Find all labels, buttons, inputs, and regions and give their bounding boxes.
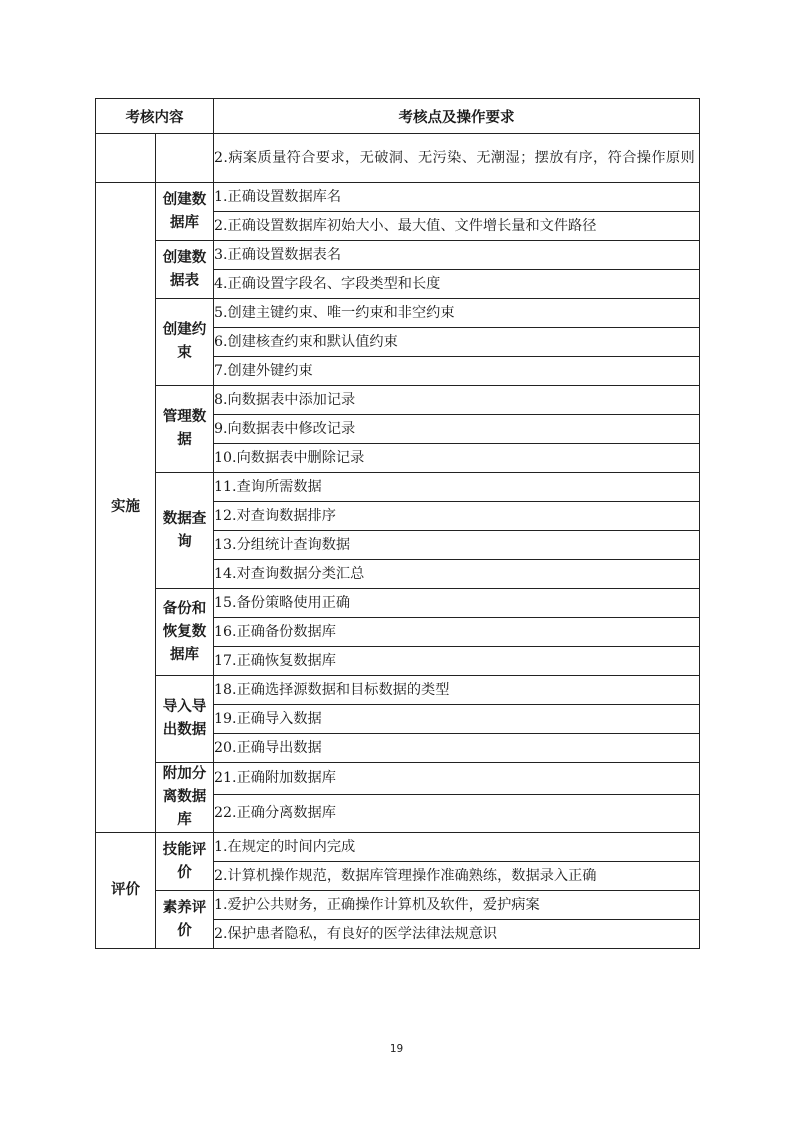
item-text: 1.爱护公共财务，正确操作计算机及软件，爱护病案	[214, 891, 700, 920]
header-content: 考核内容	[96, 99, 214, 134]
section-label-evaluation: 评价	[96, 833, 156, 949]
item-text: 17.正确恢复数据库	[214, 647, 700, 676]
group-label: 附加分离数据库	[156, 763, 214, 833]
group-label: 导入导出数据	[156, 676, 214, 763]
group-label: 素养评价	[156, 891, 214, 949]
group-label: 创建数据库	[156, 183, 214, 241]
group-label: 管理数据	[156, 386, 214, 473]
table-row	[96, 299, 700, 328]
table-row	[96, 183, 700, 212]
group-label: 创建数据表	[156, 241, 214, 299]
item-text: 1.正确设置数据库名	[214, 183, 700, 212]
table-row	[96, 473, 700, 502]
item-text: 8.向数据表中添加记录	[214, 386, 700, 415]
item-text: 19.正确导入数据	[214, 705, 700, 734]
table-header-row	[96, 99, 700, 134]
item-text: 6.创建核查约束和默认值约束	[214, 328, 700, 357]
item-text: 1.在规定的时间内完成	[214, 833, 700, 862]
item-text: 11.查询所需数据	[214, 473, 700, 502]
table-row	[96, 386, 700, 415]
item-text: 22.正确分离数据库	[214, 795, 700, 833]
item-text: 9.向数据表中修改记录	[214, 415, 700, 444]
continuation-row	[96, 134, 700, 183]
page-number: 19	[389, 1043, 404, 1055]
item-text: 4.正确设置字段名、字段类型和长度	[214, 270, 700, 299]
item-text: 18.正确选择源数据和目标数据的类型	[214, 676, 700, 705]
assessment-table	[95, 98, 700, 949]
item-text: 15.备份策略使用正确	[214, 589, 700, 618]
item-text: 13.分组统计查询数据	[214, 531, 700, 560]
table-row	[96, 763, 700, 795]
item-text: 2.保护患者隐私，有良好的医学法律法规意识	[214, 920, 700, 949]
table-row	[96, 676, 700, 705]
header-points: 考核点及操作要求	[214, 99, 700, 134]
item-text: 16.正确备份数据库	[214, 618, 700, 647]
group-label: 创建约束	[156, 299, 214, 386]
item-text: 5.创建主键约束、唯一约束和非空约束	[214, 299, 700, 328]
section-label-implementation: 实施	[96, 183, 156, 833]
table-row	[96, 241, 700, 270]
item-text: 3.正确设置数据表名	[214, 241, 700, 270]
item-text: 10.向数据表中删除记录	[214, 444, 700, 473]
item-text: 2.计算机操作规范，数据库管理操作准确熟练，数据录入正确	[214, 862, 700, 891]
item-text: 20.正确导出数据	[214, 734, 700, 763]
item-text: 21.正确附加数据库	[214, 763, 700, 795]
item-text: 14.对查询数据分类汇总	[214, 560, 700, 589]
table-row	[96, 891, 700, 920]
group-label: 技能评价	[156, 833, 214, 891]
item-text: 12.对查询数据排序	[214, 502, 700, 531]
table-row	[96, 833, 700, 862]
continuation-text: 2.病案质量符合要求，无破洞、无污染、无潮湿；摆放有序，符合操作原则	[214, 134, 700, 183]
group-label: 备份和恢复数据库	[156, 589, 214, 676]
group-label: 数据查询	[156, 473, 214, 589]
table-row	[96, 589, 700, 618]
item-text: 2.正确设置数据库初始大小、最大值、文件增长量和文件路径	[214, 212, 700, 241]
item-text: 7.创建外键约束	[214, 357, 700, 386]
